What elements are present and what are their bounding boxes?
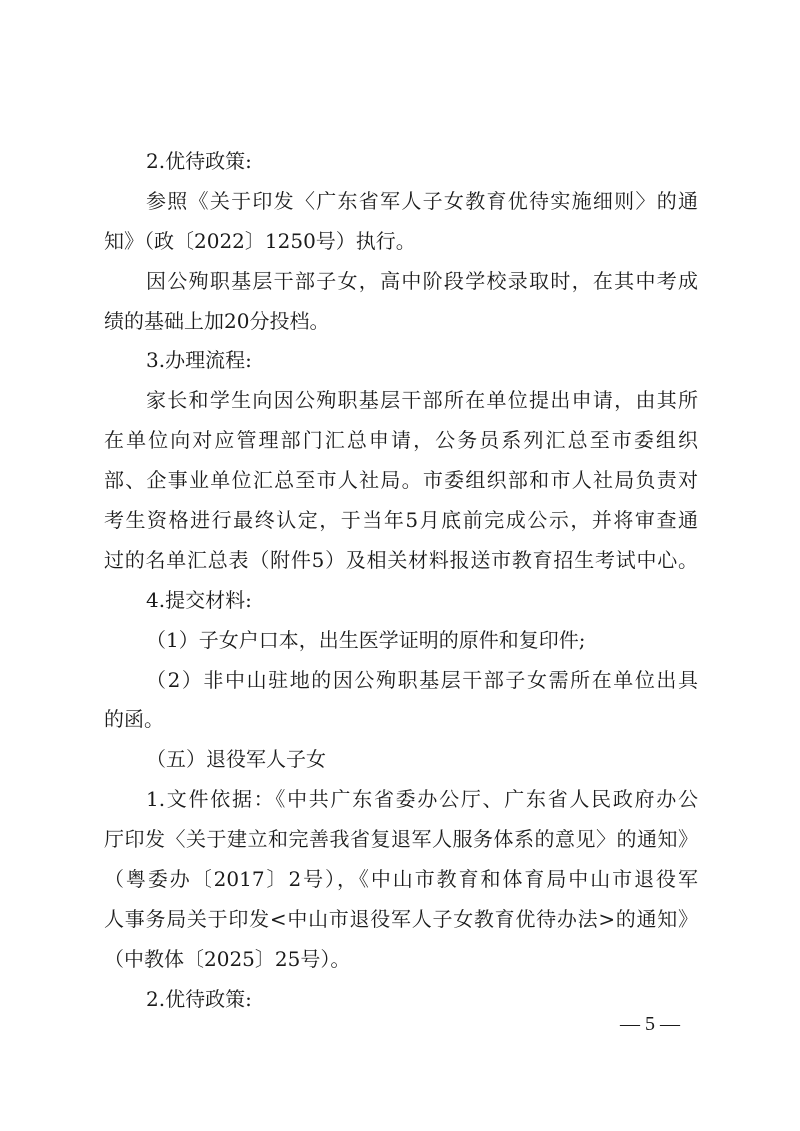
section-heading: （五）退役军人子女 [146, 747, 326, 772]
paragraph-line: 的函。 [104, 707, 164, 732]
paragraph-line: 在单位向对应管理部门汇总申请，公务员系列汇总至市委组织 [104, 428, 698, 453]
paragraph-line: 参照《关于印发〈广东省军人子女教育优待实施细则〉的通 [146, 188, 698, 213]
paragraph-line: 1.文件依据：《中共广东省委办公厅、广东省人民政府办公 [146, 787, 698, 812]
paragraph-line: 绩的基础上加20分投档。 [104, 308, 330, 333]
section-heading: 4.提交材料: [146, 587, 252, 612]
paragraph-line: 人事务局关于印发<中山市退役军人子女教育优待办法>的通知》 [104, 906, 698, 931]
paragraph-line: （2）非中山驻地的因公殉职基层干部子女需所在单位出具 [146, 667, 698, 692]
section-heading: 2.优待政策: [146, 149, 252, 173]
section-heading: 2.优待政策: [146, 986, 252, 1011]
paragraph-line: 厅印发〈关于建立和完善我省复退军人服务体系的意见〉的通知》 [104, 827, 698, 852]
document-body [104, 142, 698, 1020]
page-number: — 5 — [620, 1013, 680, 1035]
paragraph-line: 考生资格进行最终认定，于当年5月底前完成公示，并将审查通 [104, 508, 698, 533]
paragraph-line: 部、企事业单位汇总至市人社局。市委组织部和市人社局负责对 [104, 468, 698, 493]
section-heading: 3.办理流程: [146, 348, 252, 373]
paragraph-line: （中教体〔2025〕25号）。 [104, 946, 351, 971]
paragraph-line: （1）子女户口本，出生医学证明的原件和复印件; [146, 627, 586, 652]
paragraph-line: 知》（政〔2022〕1250号）执行。 [104, 228, 416, 253]
paragraph-line: （粤委办〔2017〕2号），《中山市教育和体育局中山市退役军 [104, 867, 698, 892]
paragraph-line: 家长和学生向因公殉职基层干部所在单位提出申请，由其所 [146, 388, 698, 413]
paragraph-line: 因公殉职基层干部子女，高中阶段学校录取时，在其中考成 [146, 268, 698, 293]
paragraph-line: 过的名单汇总表（附件5）及相关材料报送市教育招生考试中心。 [104, 547, 698, 572]
